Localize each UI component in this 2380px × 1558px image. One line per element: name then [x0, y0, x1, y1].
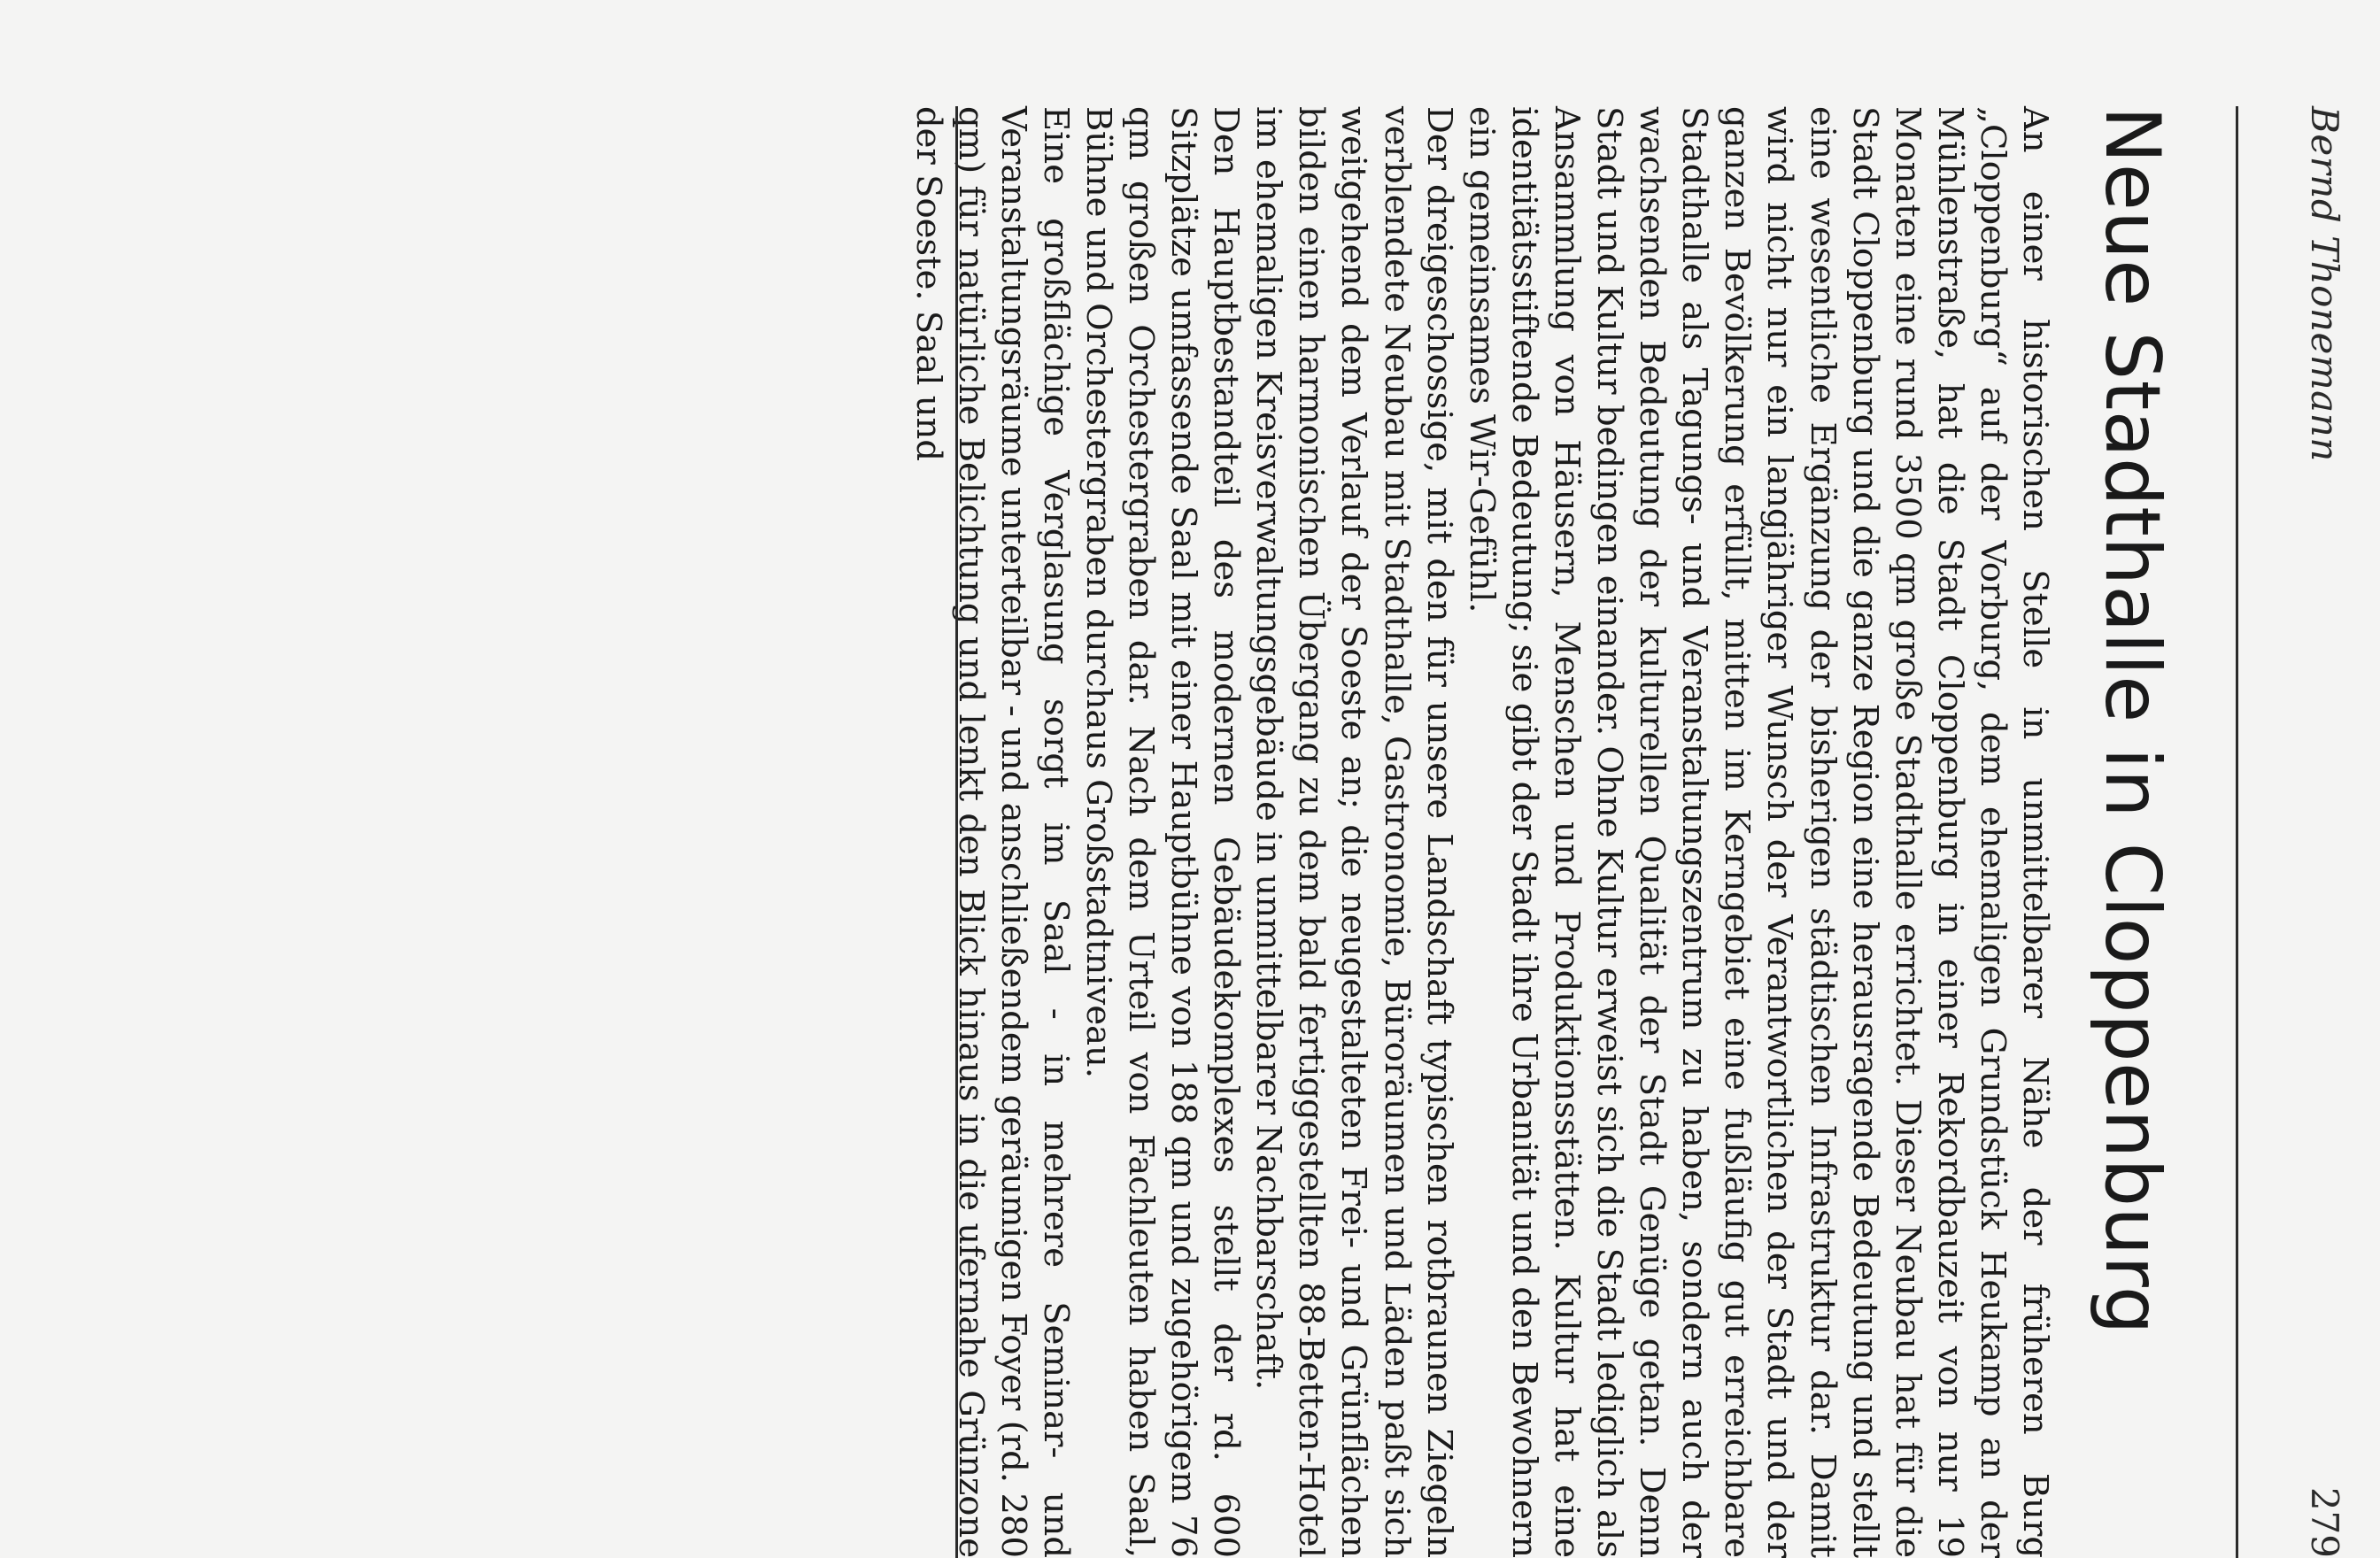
- paragraph: Den Hauptbestandteil des modernen Gebäudekomplexes stellt der rd. 600 Sitzplätze umfassende Saal mit einer Hauptbühne von 188 qm und zugehörigem 76 qm großen Orchestergraben dar. Nach dem Urteil von Fachleuten haben Saal, Bühne und Orchestergraben durchaus Großstadtniveau.: [1078, 106, 1247, 1558]
- book-page: [248, 106, 2346, 1558]
- author-name: Bernd Thonemann: [2303, 106, 2346, 462]
- page-number: 279: [2303, 1486, 2346, 1558]
- article-body: [908, 106, 2056, 1558]
- paragraph: An einer historischen Stelle in unmittelbarer Nähe der früheren Burg „Cloppenburg“ auf der Vorburg, dem ehemaligen Grundstück Heukamp an der Mühlenstraße, hat die Stadt Cloppenburg in einer Rekordbauzeit von nur 19 Monaten eine rund 3500 qm große Stadthalle errichtet. Dieser Neubau hat für die Stadt Cloppenburg und die ganze Region eine herausragende Bedeutung und stellt eine wesentliche Ergänzung der bisherigen städtischen Infrastruktur dar. Damit wird nicht nur ein langjähriger Wunsch der Verantwortlichen der Stadt und der ganzen Bevölkerung erfüllt, mitten im Kerngebiet eine fußläufig gut erreichbare Stadthalle als Tagungs- und Veranstaltungszentrum zu haben, sondern auch der wachsenden Bedeutung der kulturellen Qualität der Stadt Genüge getan. Denn Stadt und Kultur bedingen einander. Ohne Kultur erweist sich die Stadt lediglich als Ansammlung von Häusern, Menschen und Produktionsstätten. Kultur hat eine identitätsstiftende Bedeutung; sie gibt der Stadt ihre Urbanität und den Bewohnern ein gemeinsames Wir-Gefühl.: [1461, 106, 2055, 1558]
- paragraph: Der dreigeschossige, mit den für unsere Landschaft typischen rotbraunen Ziegeln verblendete Neubau mit Stadthalle, Gastronomie, Büroräumen und Läden paßt sich weitgehend dem Verlauf der Soeste an; die neugestalteten Frei- und Grünflächen bilden einen harmonischen Übergang zu dem bald fertiggestellten 88-Betten-Hotel im ehemaligen Kreisverwaltungsgebäude in unmittelbarer Nachbarschaft.: [1248, 106, 1459, 1558]
- header-rule: [2236, 106, 2238, 1558]
- article-title: Neue Stadthalle in Cloppenburg: [2088, 106, 2176, 1335]
- footer-rule: [955, 106, 958, 1558]
- paragraph: Eine großflächige Verglasung sorgt im Saal - in mehrere Seminar- und Veranstaltungsräume unterteilbar - und anschließendem geräumigen Foyer (rd. 280 qm) für natürliche Belichtung und lenkt den Blick hinaus in die ufernahe Grünzone der Soeste. Saal und: [908, 106, 1076, 1558]
